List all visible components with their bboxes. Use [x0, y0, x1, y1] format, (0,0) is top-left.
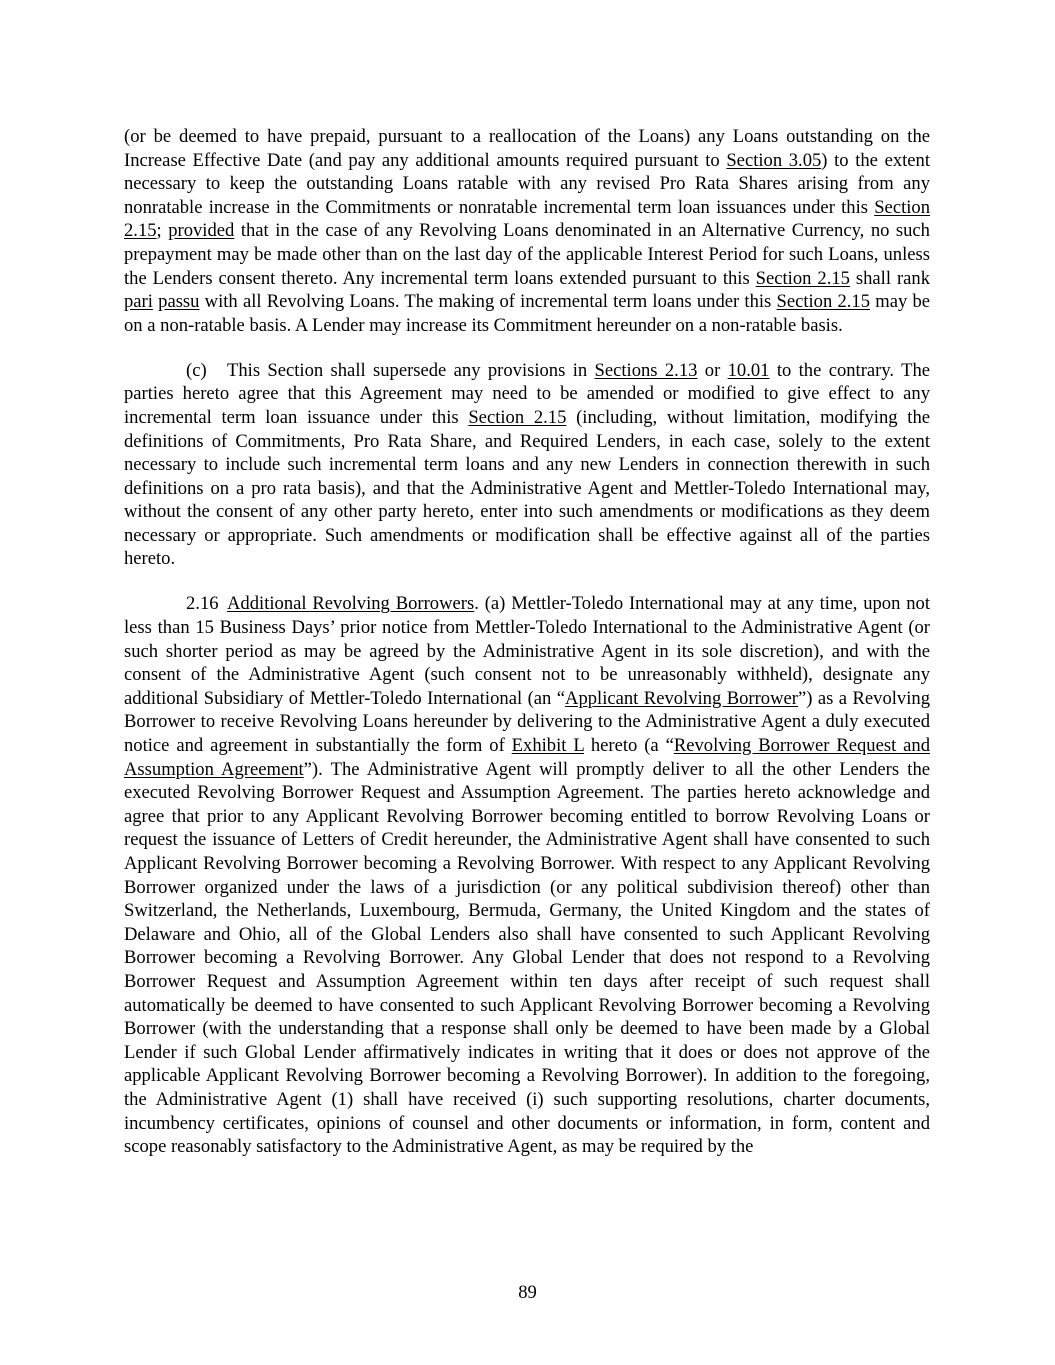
text-run: ) to the extent necessary to keep the outstanding Loans ratable with any revised Pro Rata Shares arising from any nonratable increase in the Commitments or nonratable incremental term loan issuances under this	[124, 149, 930, 218]
text-run: (including, without limitation, modifying the definitions of Commitments, Pro Rata Share, and Required Lenders, in each case, solely to the extent necessary to include such incremental term loans and any new Lenders in connection therewith in such definitions on a pro rata basis), and that the Administrative Agent and Mettler-Toledo International may, without the consent of any other party hereto, enter into such amendments or modifications as they deem necessary or appropriate. Such amendments or modification shall be effective against all of the parties hereto.	[124, 406, 930, 570]
section-reference: 10.01	[727, 359, 770, 381]
text-run: to the contrary. The parties hereto agree that this Agreement may need to be amended or modified to give effect to any incremental term loan issuance under this	[124, 359, 931, 428]
text-run: . (a) Mettler-Toledo International may at any time, upon not less than 15 Business Days’ prior notice from Mettler-Toledo International to the Administrative Agent (or such shorter period as may be agreed by the Administrative Agent in its sole discretion), and with the consent of the Administrative Agent (such consent not to be unreasonably withheld), designate any additional Subsidiary of Mettler-Toledo International (an “	[124, 593, 930, 709]
section-reference: Section 2.15	[755, 267, 850, 289]
section-heading: Additional Revolving Borrowers	[227, 593, 475, 615]
defined-term: Revolving Borrower Request and Assumption Agreement	[124, 735, 930, 780]
text-run: shall rank	[849, 267, 931, 289]
section-reference: Section 3.05	[726, 149, 822, 171]
text-run: This Section shall supersede any provisions in	[227, 359, 595, 381]
section-2-16	[124, 592, 930, 1158]
latin-term-pari: pari	[124, 291, 153, 313]
exhibit-reference: Exhibit L	[511, 735, 584, 757]
section-reference: Section 2.15	[124, 196, 930, 242]
paragraph-label: (c)	[186, 359, 207, 381]
paragraph-continued	[124, 125, 930, 337]
text-run: (or be deemed to have prepaid, pursuant to a reallocation of the Loans) any Loans outstanding on the Increase Effective Date (and pay any additional amounts required pursuant to	[124, 126, 930, 171]
section-reference: Section 2.15	[776, 291, 871, 313]
text-run: ;	[156, 220, 169, 242]
paragraph-c	[124, 359, 930, 571]
text-run: ”). The Administrative Agent will promptly deliver to all the other Lenders the executed Revolving Borrower Request and Assumption Agreement. The parties hereto acknowledge and agree that prior to any Applicant Revolving Borrower becoming entitled to borrow Revolving Loans or request the issuance of Letters of Credit hereunder, the Administrative Agent shall have consented to such Applicant Revolving Borrower becoming a Revolving Borrower. With respect to any Applicant Revolving Borrower organized under the laws of a jurisdiction (or any political subdivision thereof) other than Switzerland, the Netherlands, Luxembourg, Bermuda, Germany, the United Kingdom and the states of Delaware and Ohio, all of the Global Lenders also shall have consented to such Applicant Revolving Borrower becoming a Revolving Borrower. Any Global Lender that does not respond to a Revolving Borrower Request and Assumption Agreement within ten days after receipt of such request shall automatically be deemed to have consented to such Applicant Revolving Borrower becoming a Revolving Borrower (with the understanding that a response shall only be deemed to have been made by a Global Lender if such Global Lender affirmatively indicates in writing that it does or does not approve of the applicable Applicant Revolving Borrower becoming a Revolving Borrower). In addition to the foregoing, the Administrative Agent (1) shall have received (i) such supporting resolutions, charter documents, incumbency certificates, opinions of counsel and other documents or information, in form, content and scope reasonably satisfactory to the Administrative Agent, as may be required by the	[124, 758, 931, 1158]
text-run: or	[697, 359, 728, 381]
text-run: may be on a non-ratable basis. A Lender may increase its Commitment hereunder on a non-ratable basis.	[124, 291, 931, 336]
text-run: with all Revolving Loans. The making of incremental term loans under this	[199, 291, 777, 313]
latin-term-passu: passu	[158, 291, 200, 313]
section-reference: Section 2.15	[468, 406, 567, 428]
defined-term-provided: provided	[168, 220, 235, 242]
text-run: that in the case of any Revolving Loans denominated in an Alternative Currency, no such prepayment may be made other than on the last day of the applicable Interest Period for such Loans, unless the Lenders consent thereto. Any incremental term loans extended pursuant to this	[124, 220, 930, 289]
text-run: hereto (a “	[583, 735, 674, 757]
section-reference: Sections 2.13	[594, 359, 698, 381]
defined-term: Applicant Revolving Borrower	[565, 687, 798, 709]
document-body	[124, 125, 930, 1180]
section-number: 2.16	[186, 593, 219, 615]
page-number: 89	[518, 1282, 537, 1303]
text-run: ”) as a Revolving Borrower to receive Revolving Loans hereunder by delivering to the Administrative Agent a duly executed notice and agreement in substantially the form of	[124, 687, 930, 757]
